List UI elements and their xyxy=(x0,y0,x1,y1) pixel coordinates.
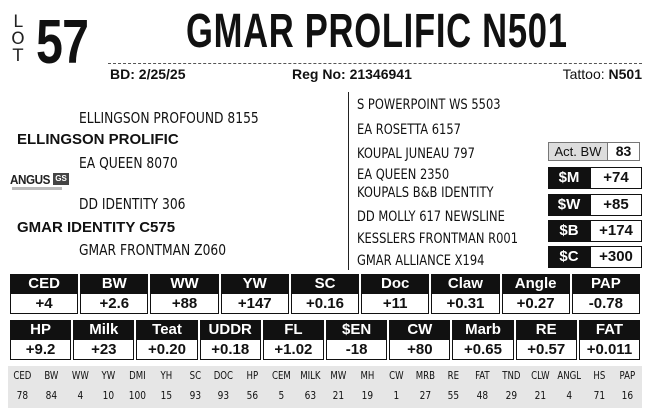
percentile-yh: YH 15 xyxy=(160,369,172,402)
percentile-bw: BW 84 xyxy=(44,369,59,402)
percentile-mw: MW 21 xyxy=(330,369,347,402)
epd-teat: Teat +0.20 xyxy=(136,320,197,360)
pedigree-right-item: GMAR ALLIANCE X194 xyxy=(357,253,485,269)
percentile-ww: WW 4 xyxy=(71,369,89,402)
percentile-pap: PAP 16 xyxy=(619,369,636,402)
lot-label xyxy=(8,14,28,65)
pedigree-right-item: KOUPAL JUNEAU 797 xyxy=(357,146,475,162)
percentile-fat: FAT 48 xyxy=(475,369,490,402)
pedigree-sire-dam: EA QUEEN 8070 xyxy=(79,154,178,172)
epd-en: $EN -18 xyxy=(326,320,387,360)
percentile-mrb: MRB 27 xyxy=(415,369,435,402)
lot-letter: T xyxy=(12,46,24,66)
pedigree-sire-sire: ELLINGSON PROFOUND 8155 xyxy=(79,109,259,127)
percentile-ced: CED 78 xyxy=(13,369,32,402)
info-row xyxy=(108,66,642,86)
epd-fl: FL +1.02 xyxy=(263,320,324,360)
epd-uddr: UDDR +0.18 xyxy=(200,320,261,360)
epd-re: RE +0.57 xyxy=(516,320,577,360)
epd-marb: Marb +0.65 xyxy=(452,320,513,360)
index-m: $M +74 xyxy=(548,167,642,189)
epd-milk: Milk +23 xyxy=(73,320,134,360)
pedigree-right-item: EA ROSETTA 6157 xyxy=(357,122,461,138)
epd-row-1 xyxy=(10,274,640,314)
pedigree-right-item: KOUPALS B&B IDENTITY xyxy=(357,185,494,201)
percentile-cem: CEM 5 xyxy=(271,369,291,402)
pedigree-right-item: S POWERPOINT WS 5503 xyxy=(357,97,501,113)
percentile-hs: HS 71 xyxy=(593,369,605,402)
percentile-re: RE 55 xyxy=(447,369,460,402)
epd-ced: CED +4 xyxy=(10,274,78,314)
lot-letter: L xyxy=(13,12,23,32)
angus-logo-icon: ANGUS GS xyxy=(10,172,70,194)
percentile-row xyxy=(8,366,642,408)
pedigree-dam: GMAR IDENTITY C575 xyxy=(17,219,176,236)
epd-hp: HP +9.2 xyxy=(10,320,71,360)
epd-pap: PAP -0.78 xyxy=(572,274,640,314)
percentile-cw: CW 1 xyxy=(388,369,404,402)
epd-bw: BW +2.6 xyxy=(80,274,148,314)
index-w: $W +85 xyxy=(548,194,642,216)
percentile-tnd: TND 29 xyxy=(501,369,521,402)
percentile-mh: MH 19 xyxy=(360,369,375,402)
epd-yw: YW +147 xyxy=(221,274,289,314)
epd-claw: Claw +0.31 xyxy=(431,274,499,314)
epd-fat: FAT +0.011 xyxy=(579,320,640,360)
percentile-yw: YW 10 xyxy=(101,369,116,402)
lot-letter: O xyxy=(11,29,25,49)
pedigree-right-item: DD MOLLY 617 NEWSLINE xyxy=(357,209,505,225)
percentile-clw: CLW 21 xyxy=(530,369,550,402)
percentile-sc: SC 93 xyxy=(189,369,201,402)
actual-birth-weight: Act. BW 83 xyxy=(548,142,640,161)
epd-ww: WW +88 xyxy=(150,274,218,314)
pedigree-right-item: KESSLERS FRONTMAN R001 xyxy=(357,231,519,247)
percentile-hp: HP 56 xyxy=(246,369,259,402)
index-c: $C +300 xyxy=(548,246,642,268)
lot-number: 57 xyxy=(36,8,89,77)
epd-doc: Doc +11 xyxy=(361,274,429,314)
percentile-angl: ANGL 4 xyxy=(557,369,582,402)
pedigree-sire: ELLINGSON PROLIFIC xyxy=(17,131,179,148)
percentile-milk: MILK 63 xyxy=(299,369,321,402)
pedigree-dam-dam: GMAR FRONTMAN Z060 xyxy=(79,241,227,259)
epd-angle: Angle +0.27 xyxy=(502,274,570,314)
index-b: $B +174 xyxy=(548,220,642,242)
pedigree-dam-sire: DD IDENTITY 306 xyxy=(79,195,186,213)
pedigree-divider xyxy=(348,92,349,270)
percentile-doc: DOC 93 xyxy=(213,369,234,402)
tattoo: Tattoo: N501 xyxy=(562,66,642,82)
epd-row-2 xyxy=(10,320,640,360)
epd-sc: SC +0.16 xyxy=(291,274,359,314)
divider xyxy=(108,63,642,64)
epd-cw: CW +80 xyxy=(389,320,450,360)
animal-name: GMAR PROLIFIC N501 xyxy=(186,5,568,58)
registration-number: Reg No: 21346941 xyxy=(292,66,412,82)
birth-date: BD: 2/25/25 xyxy=(110,66,186,82)
percentile-dmi: DMI 100 xyxy=(128,369,146,402)
pedigree-right-item: EA QUEEN 2350 xyxy=(357,167,450,183)
